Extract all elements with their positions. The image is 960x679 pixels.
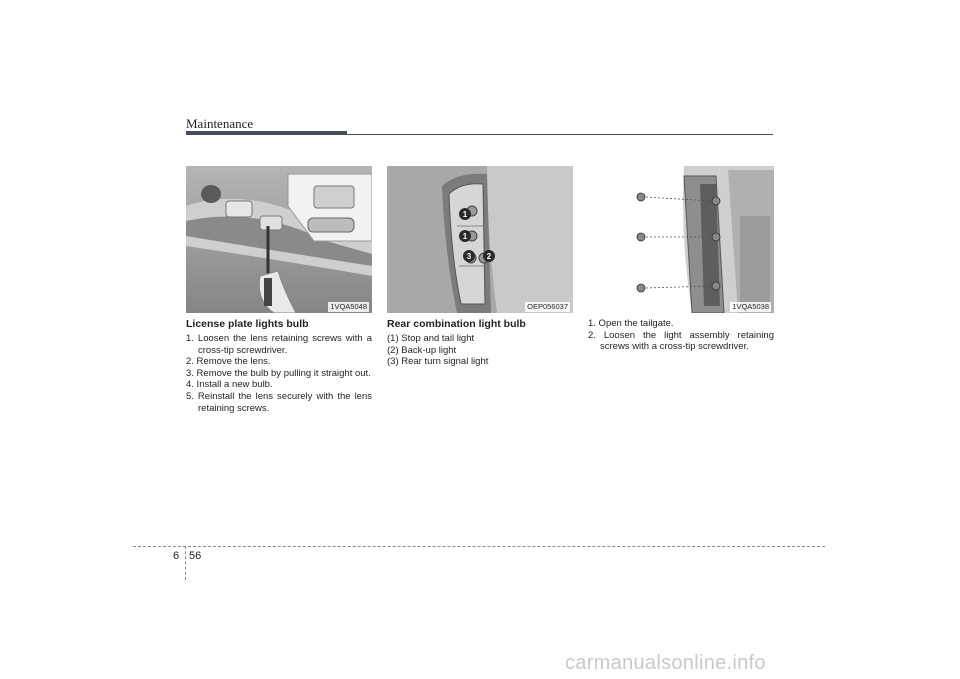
figure-code: 1VQA5038	[732, 302, 769, 311]
step-item: 1. Open the tailgate.	[588, 318, 674, 329]
license-plate-heading: License plate lights bulb	[186, 318, 309, 330]
figure-code: 1VQA5048	[330, 302, 367, 311]
step-item: 5. Reinstall the lens securely with the lens retaining screws.	[186, 390, 372, 414]
step-item: 3. Remove the bulb by pulling it straight out.	[186, 367, 371, 379]
tailgate-section	[588, 318, 774, 353]
bulb-item: (3) Rear turn signal light	[387, 356, 489, 368]
callout-label: 1	[462, 210, 468, 219]
figure-tailgate	[588, 166, 774, 313]
callout-label: 2	[486, 252, 492, 261]
step-item: 2. Loosen the light assembly retaining screws with a cross-tip screwdriver.	[588, 329, 774, 353]
license-plate-illustration	[186, 166, 372, 313]
step-item: 4. Install a new bulb.	[186, 379, 273, 391]
header-rule-dark	[186, 131, 347, 135]
figure-code: OEP056037	[527, 302, 568, 311]
bulb-item: (1) Stop and tail light	[387, 333, 475, 344]
header-rule-thin	[347, 134, 773, 135]
footer-rule	[133, 546, 825, 547]
step-item: 2. Remove the lens.	[186, 356, 271, 368]
rear-combination-heading: Rear combination light bulb	[387, 318, 526, 330]
callout-label: 1	[462, 232, 468, 241]
footer-divider	[185, 546, 186, 580]
license-plate-steps	[186, 333, 372, 414]
tailgate-steps	[588, 318, 774, 353]
callout-label: 3	[466, 252, 472, 261]
rear-combination-illustration	[387, 166, 573, 313]
figure-rear-combination	[387, 166, 573, 313]
watermark: carmanualsonline.info	[565, 652, 766, 674]
step-item: 1. Loosen the lens retaining screws with a cross-tip screwdriver.	[186, 333, 372, 356]
section-title: Maintenance	[186, 116, 254, 131]
tailgate-illustration	[588, 166, 774, 313]
license-plate-section	[186, 318, 372, 414]
chapter-number: 6	[173, 550, 180, 562]
page-number: 56	[189, 550, 202, 562]
rear-combination-section	[387, 318, 573, 368]
figure-license-plate	[186, 166, 372, 313]
bulb-item: (2) Back-up light	[387, 344, 457, 356]
